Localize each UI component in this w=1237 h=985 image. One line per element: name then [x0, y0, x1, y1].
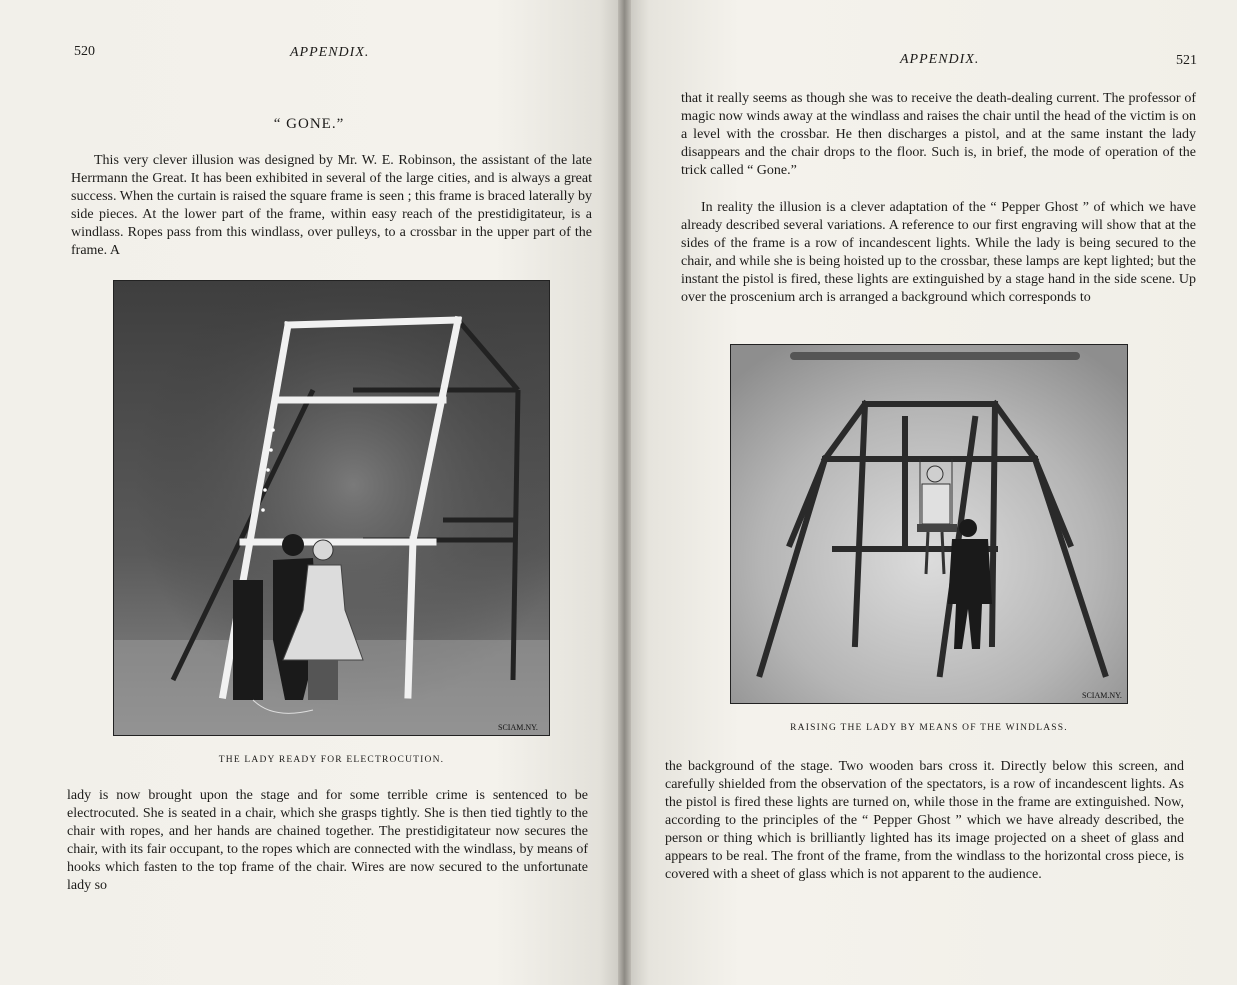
figure-caption: THE LADY READY FOR ELECTROCUTION. — [218, 755, 445, 765]
section-title: “ GONE.” — [273, 116, 345, 132]
body-paragraph: In reality the illusion is a clever adaptation of the “ Pepper Ghost ” of which we have already described several variations. A reference to our first engraving will show that at the sides of the frame is a row of incandescent lights. While the lady is being secured to the chair, and while she is being hoisted up to the crossbar, these lamps are kept lighted; but the instant the pistol is fired, these lights are extinguished by a stage hand in the side scene. Up over the proscenium arch is arranged a background which corresponds to — [681, 200, 1196, 305]
right-page — [631, 0, 1237, 985]
page-number: 520 — [74, 44, 95, 59]
engraver-signature: SCIAM.NY. — [498, 723, 538, 732]
book-gutter — [618, 0, 631, 985]
left-page — [0, 0, 618, 985]
page-number: 521 — [1176, 53, 1197, 68]
body-paragraph: the background of the stage. Two wooden bars cross it. Directly below this screen, and carefully shielded from the observation of the spectators, is a row of incandescent lights. As the pistol is fired these lights are turned on, while those in the frame are extinguished. Now, according to the principles of the “ Pepper Ghost ” which we have already described, the person or thing which is brilliantly lighted has its image projected on a sheet of glass and appears to be real. The front of the frame, from the windlass to the horizontal cross piece, is covered with a sheet of glass which is not apparent to the audience. — [665, 759, 1184, 882]
body-paragraph: This very clever illusion was designed by Mr. W. E. Robinson, the assistant of the late Herrmann the Great. It has been exhibited in several of the large cities, and is always a great success. When the curtain is raised the square frame is seen ; this frame is braced laterally by side pieces. At the lower part of the frame, within easy reach of the prestidigitateur, is a windlass. Ropes pass from this windlass, over pulleys, to a crossbar in the upper part of the frame. A — [71, 153, 592, 258]
body-paragraph: lady is now brought upon the stage and for some terrible crime is sentenced to be electrocuted. She is seated in a chair, which she grasps tightly. She is then tied tightly to the chair with ropes, and her hands are chained together. The prestidigitateur now secures the chair, with its fair occupant, to the ropes which are connected with the windlass, by means of hooks which fasten to the top frame of the chair. Wires are now secured to the unfortunate lady so — [67, 788, 588, 893]
running-head: APPENDIX. — [290, 45, 370, 60]
engraving-lady-electrocution — [113, 280, 550, 736]
engraver-signature: SCIAM.NY. — [1082, 691, 1122, 700]
body-paragraph: that it really seems as though she was to receive the death-dealing current. The professor of magic now winds away at the windlass and raises the chair until the head of the victim is on a level with the crossbar. He then discharges a pistol, and at the same instant the lady disappears and the chair drops to the floor. Such is, in brief, the mode of operation of the trick called “ Gone.” — [681, 91, 1196, 178]
engraving-raising-lady — [730, 344, 1128, 704]
running-head: APPENDIX. — [900, 52, 980, 67]
figure-caption: RAISING THE LADY BY MEANS OF THE WINDLASS. — [790, 723, 1068, 733]
